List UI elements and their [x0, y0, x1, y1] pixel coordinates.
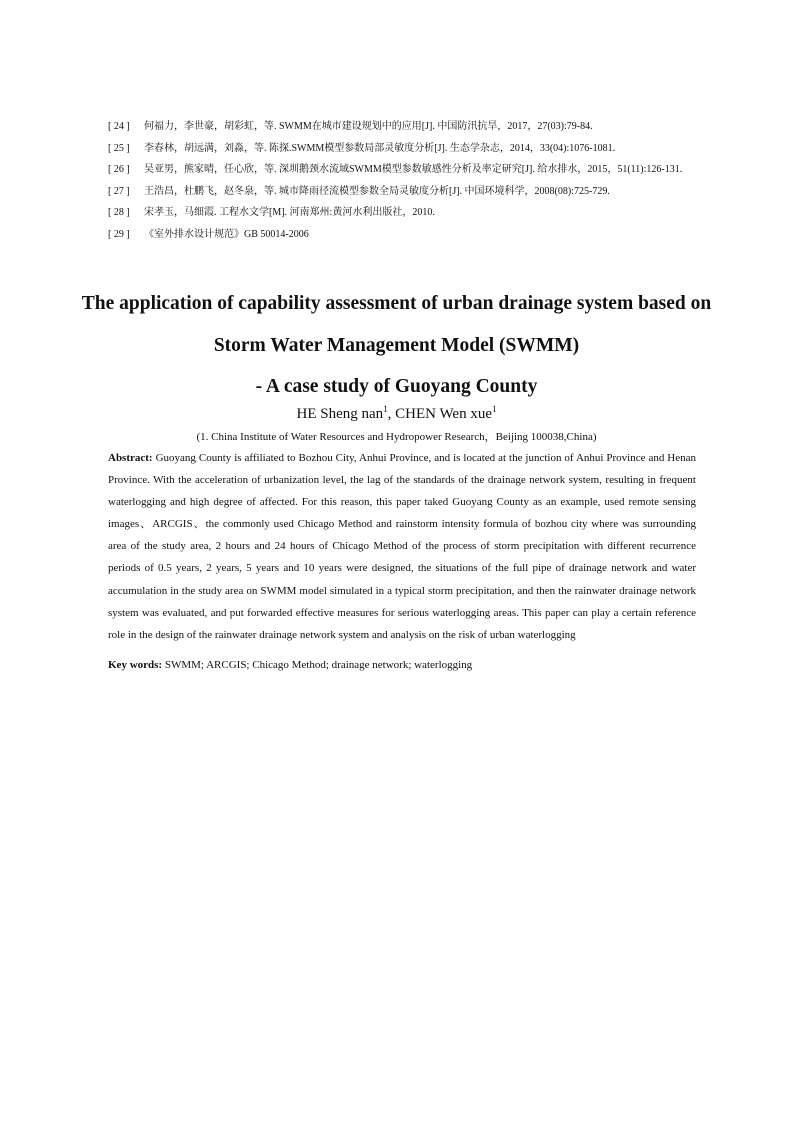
affiliation-marker: 1 — [492, 404, 497, 414]
reference-item — [108, 138, 748, 160]
reference-text: 宋孝玉，马细霞. 工程水文学[M]. 河南郑州:黄河水利出版社，2010. — [144, 207, 435, 218]
keywords — [108, 655, 696, 675]
author-separator: , — [387, 406, 396, 422]
reference-text: 何福力，李世豪，胡彩虹，等. SWMM在城市建设规划中的应用[J]. 中国防汛抗旱，2017，27(03):79-84. — [144, 121, 593, 132]
reference-item — [108, 202, 748, 224]
affiliation-marker: 1 — [383, 404, 388, 414]
reference-text: 李春林，胡远满，刘淼，等. 陈探.SWMM模型参数局部灵敏度分析[J]. 生态学杂志，2014，33(04):1076-1081. — [144, 142, 616, 154]
reference-number: [ 28 ] — [108, 207, 130, 218]
affiliation: (1. China Institute of Water Resources and Hydropower Research，Beijing 100038,China) — [196, 431, 597, 443]
keywords-text: SWMM; ARCGIS; Chicago Method; drainage network; waterlogging — [164, 659, 473, 671]
reference-item — [108, 181, 748, 203]
author-name: HE Sheng nan — [296, 406, 384, 422]
keywords-label: Key words: — [108, 659, 163, 671]
abstract-label: Abstract: — [108, 452, 153, 464]
paper-title-line-3: - A case study of Guoyang County — [255, 376, 538, 397]
abstract-text: Guoyang County is affiliated to Bozhou City, Anhui Province, and is located at the junction of Anhui Province and Henan Province. With the acceleration of urbanization level, the lag of the standards of the drainage network system, resulting in frequent waterlogging and high degree of affected. For this reason, this paper taked Guoyang County as an example, used remote sensing images、ARCGIS、the commonly used Chicago Method and rainstorm intensity formula of bozhou city where was surrounding area of the study area, 2 hours and 24 hours of Chicago Method of the process of storm precipitation with different recurrence periods of 0.5 years, 2 years, 5 years and 10 years were designed, the situations of the full pipe of drainage network and water accumulation in the study area on SWMM model simulated in a typical storm precipitation, and then the rainwater drainage network system was evaluated, and put forwarded effective measures for serious waterlogging areas. This paper can play a certain reference role in the design of the rainwater drainage network system and analysis on the risk of urban waterlogging — [108, 452, 697, 641]
reference-number: [ 27 ] — [108, 185, 130, 197]
author-name: CHEN Wen xue — [395, 406, 492, 422]
reference-number: [ 29 ] — [108, 228, 130, 240]
author-line — [40, 404, 753, 424]
reference-item — [108, 159, 748, 181]
reference-number: [ 24 ] — [108, 121, 130, 132]
reference-text: 王浩昌，杜鹏飞，赵冬泉，等. 城市降雨径流模型参数全局灵敏度分析[J]. 中国环境科学，2008(08):725-729. — [144, 185, 610, 197]
reference-text: 《室外排水设计规范》GB 50014-2006 — [144, 228, 309, 240]
reference-number: [ 25 ] — [108, 142, 130, 154]
reference-list — [108, 116, 748, 245]
reference-item — [108, 224, 748, 246]
reference-item — [108, 116, 748, 138]
reference-number: [ 26 ] — [108, 164, 130, 175]
reference-text: 吴亚男，熊家晴，任心欣，等. 深圳鹅颈水流域SWMM模型参数敏感性分析及率定研究[J]. 给水排水，2015，51(11):126-131. — [144, 164, 683, 175]
paper-title-line-2: Storm Water Management Model (SWMM) — [213, 335, 580, 356]
abstract — [108, 447, 696, 646]
paper-title-line-1: The application of capability assessment of urban drainage system based on — [81, 293, 712, 314]
